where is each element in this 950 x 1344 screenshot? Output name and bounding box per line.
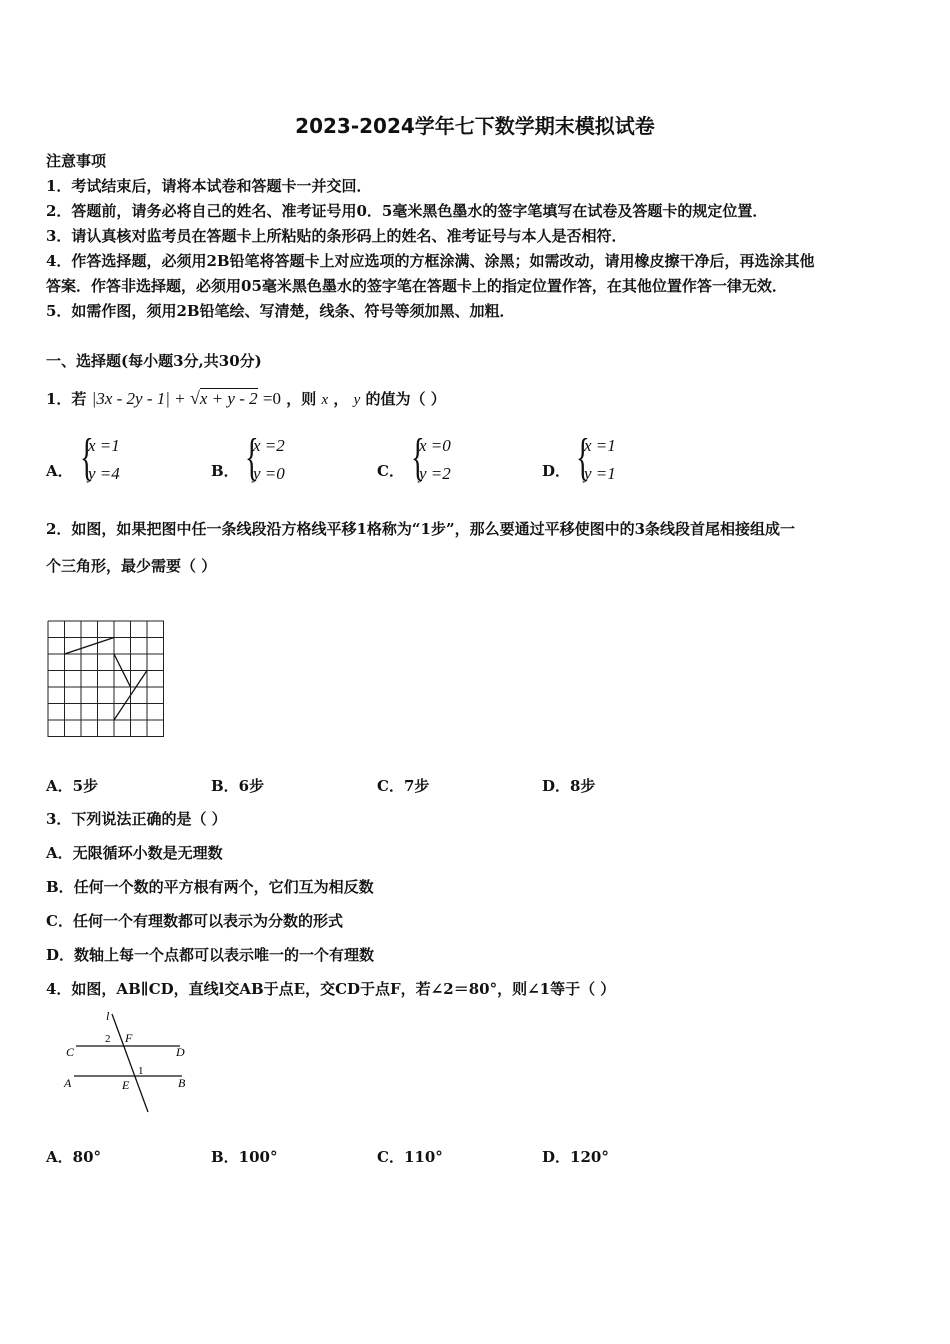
q4-parallel-figure [60, 1008, 200, 1118]
q4-option-c: C．110° [377, 1148, 443, 1166]
notice-item: 1．考试结束后，请将本试卷和答题卡一并交回． [46, 177, 372, 195]
q1-abs-term: |3x - 2y - 1| [91, 389, 170, 408]
q2-stem-line2: 个三角形，最少需要（ ） [46, 557, 217, 575]
notice-item: 答案．作答非选择题，必须用05毫米黑色墨水的签字笔在答题卡上的指定位置作答，在其他位置作答一律无效． [46, 277, 787, 295]
q1-stem: 1．若 |3x - 2y - 1| + √x + y - 2 =0 ，则 x ， y 的值为（ ） [46, 388, 446, 408]
q3-option-b: B．任何一个数的平方根有两个，它们互为相反数 [46, 878, 374, 896]
q2-option-d: D．8步 [542, 777, 596, 795]
q3-stem: 3．下列说法正确的是（ ） [46, 810, 227, 828]
q4-stem: 4．如图，AB∥CD，直线l交AB于点E，交CD于点F，若∠2＝80°，则∠1等于（ ） [46, 980, 616, 998]
segment-1 [65, 638, 115, 655]
brace-icon: { [576, 429, 590, 486]
label-c: C [66, 1045, 75, 1059]
label-b: B [178, 1076, 186, 1090]
q4-option-d: D．120° [542, 1148, 609, 1166]
brace-icon: { [245, 429, 259, 486]
q2-option-c: C．7步 [377, 777, 430, 795]
label-angle-2: 2 [105, 1033, 111, 1045]
q1-radicand: x + y - 2 [199, 389, 258, 408]
page-title: 2023-2024学年七下数学期末模拟试卷 [295, 114, 655, 138]
line-l [112, 1014, 148, 1112]
label-angle-1: 1 [138, 1065, 144, 1077]
label-e: E [122, 1078, 130, 1092]
radical-icon: √ [190, 388, 200, 408]
section-heading: 一、选择题(每小题3分,共30分) [46, 352, 262, 370]
q4-option-b: B．100° [211, 1148, 278, 1166]
notice-item: 5．如需作图，须用2B铅笔绘、写清楚，线条、符号等须加黑、加粗． [46, 302, 515, 320]
notice-heading: 注意事项 [46, 152, 107, 170]
q2-stem-line1: 2．如图，如果把图中任一条线段沿方格线平移1格称为“1步”，那么要通过平移使图中的3条线段首尾相接组成一 [46, 520, 796, 538]
label-l: l [106, 1009, 110, 1023]
notice-item: 4．作答选择题，必须用2B铅笔将答题卡上对应选项的方框涂满、涂黑；如需改动，请用橡皮擦干净后，再选涂其他 [46, 252, 815, 270]
brace-icon: { [80, 429, 94, 486]
q4-option-a: A．80° [46, 1148, 102, 1166]
q3-option-c: C．任何一个有理数都可以表示为分数的形式 [46, 912, 343, 930]
notice-item: 2．答题前，请务必将自己的姓名、准考证号用0．5毫米黑色墨水的签字笔填写在试卷及答题卡的规定位置． [46, 202, 768, 220]
label-d: D [176, 1045, 185, 1059]
q2-option-a: A．5步 [46, 777, 99, 795]
notice-item: 3．请认真核对监考员在答题卡上所粘贴的条形码上的姓名、准考证号与本人是否相符． [46, 227, 627, 245]
q3-option-a: A．无限循环小数是无理数 [46, 844, 223, 862]
q3-option-d: D．数轴上每一个点都可以表示唯一的一个有理数 [46, 946, 375, 964]
label-f: F [125, 1031, 133, 1045]
brace-icon: { [411, 429, 425, 486]
q2-grid-figure [47, 620, 167, 740]
q2-option-b: B．6步 [211, 777, 265, 795]
label-a: A [64, 1076, 72, 1090]
